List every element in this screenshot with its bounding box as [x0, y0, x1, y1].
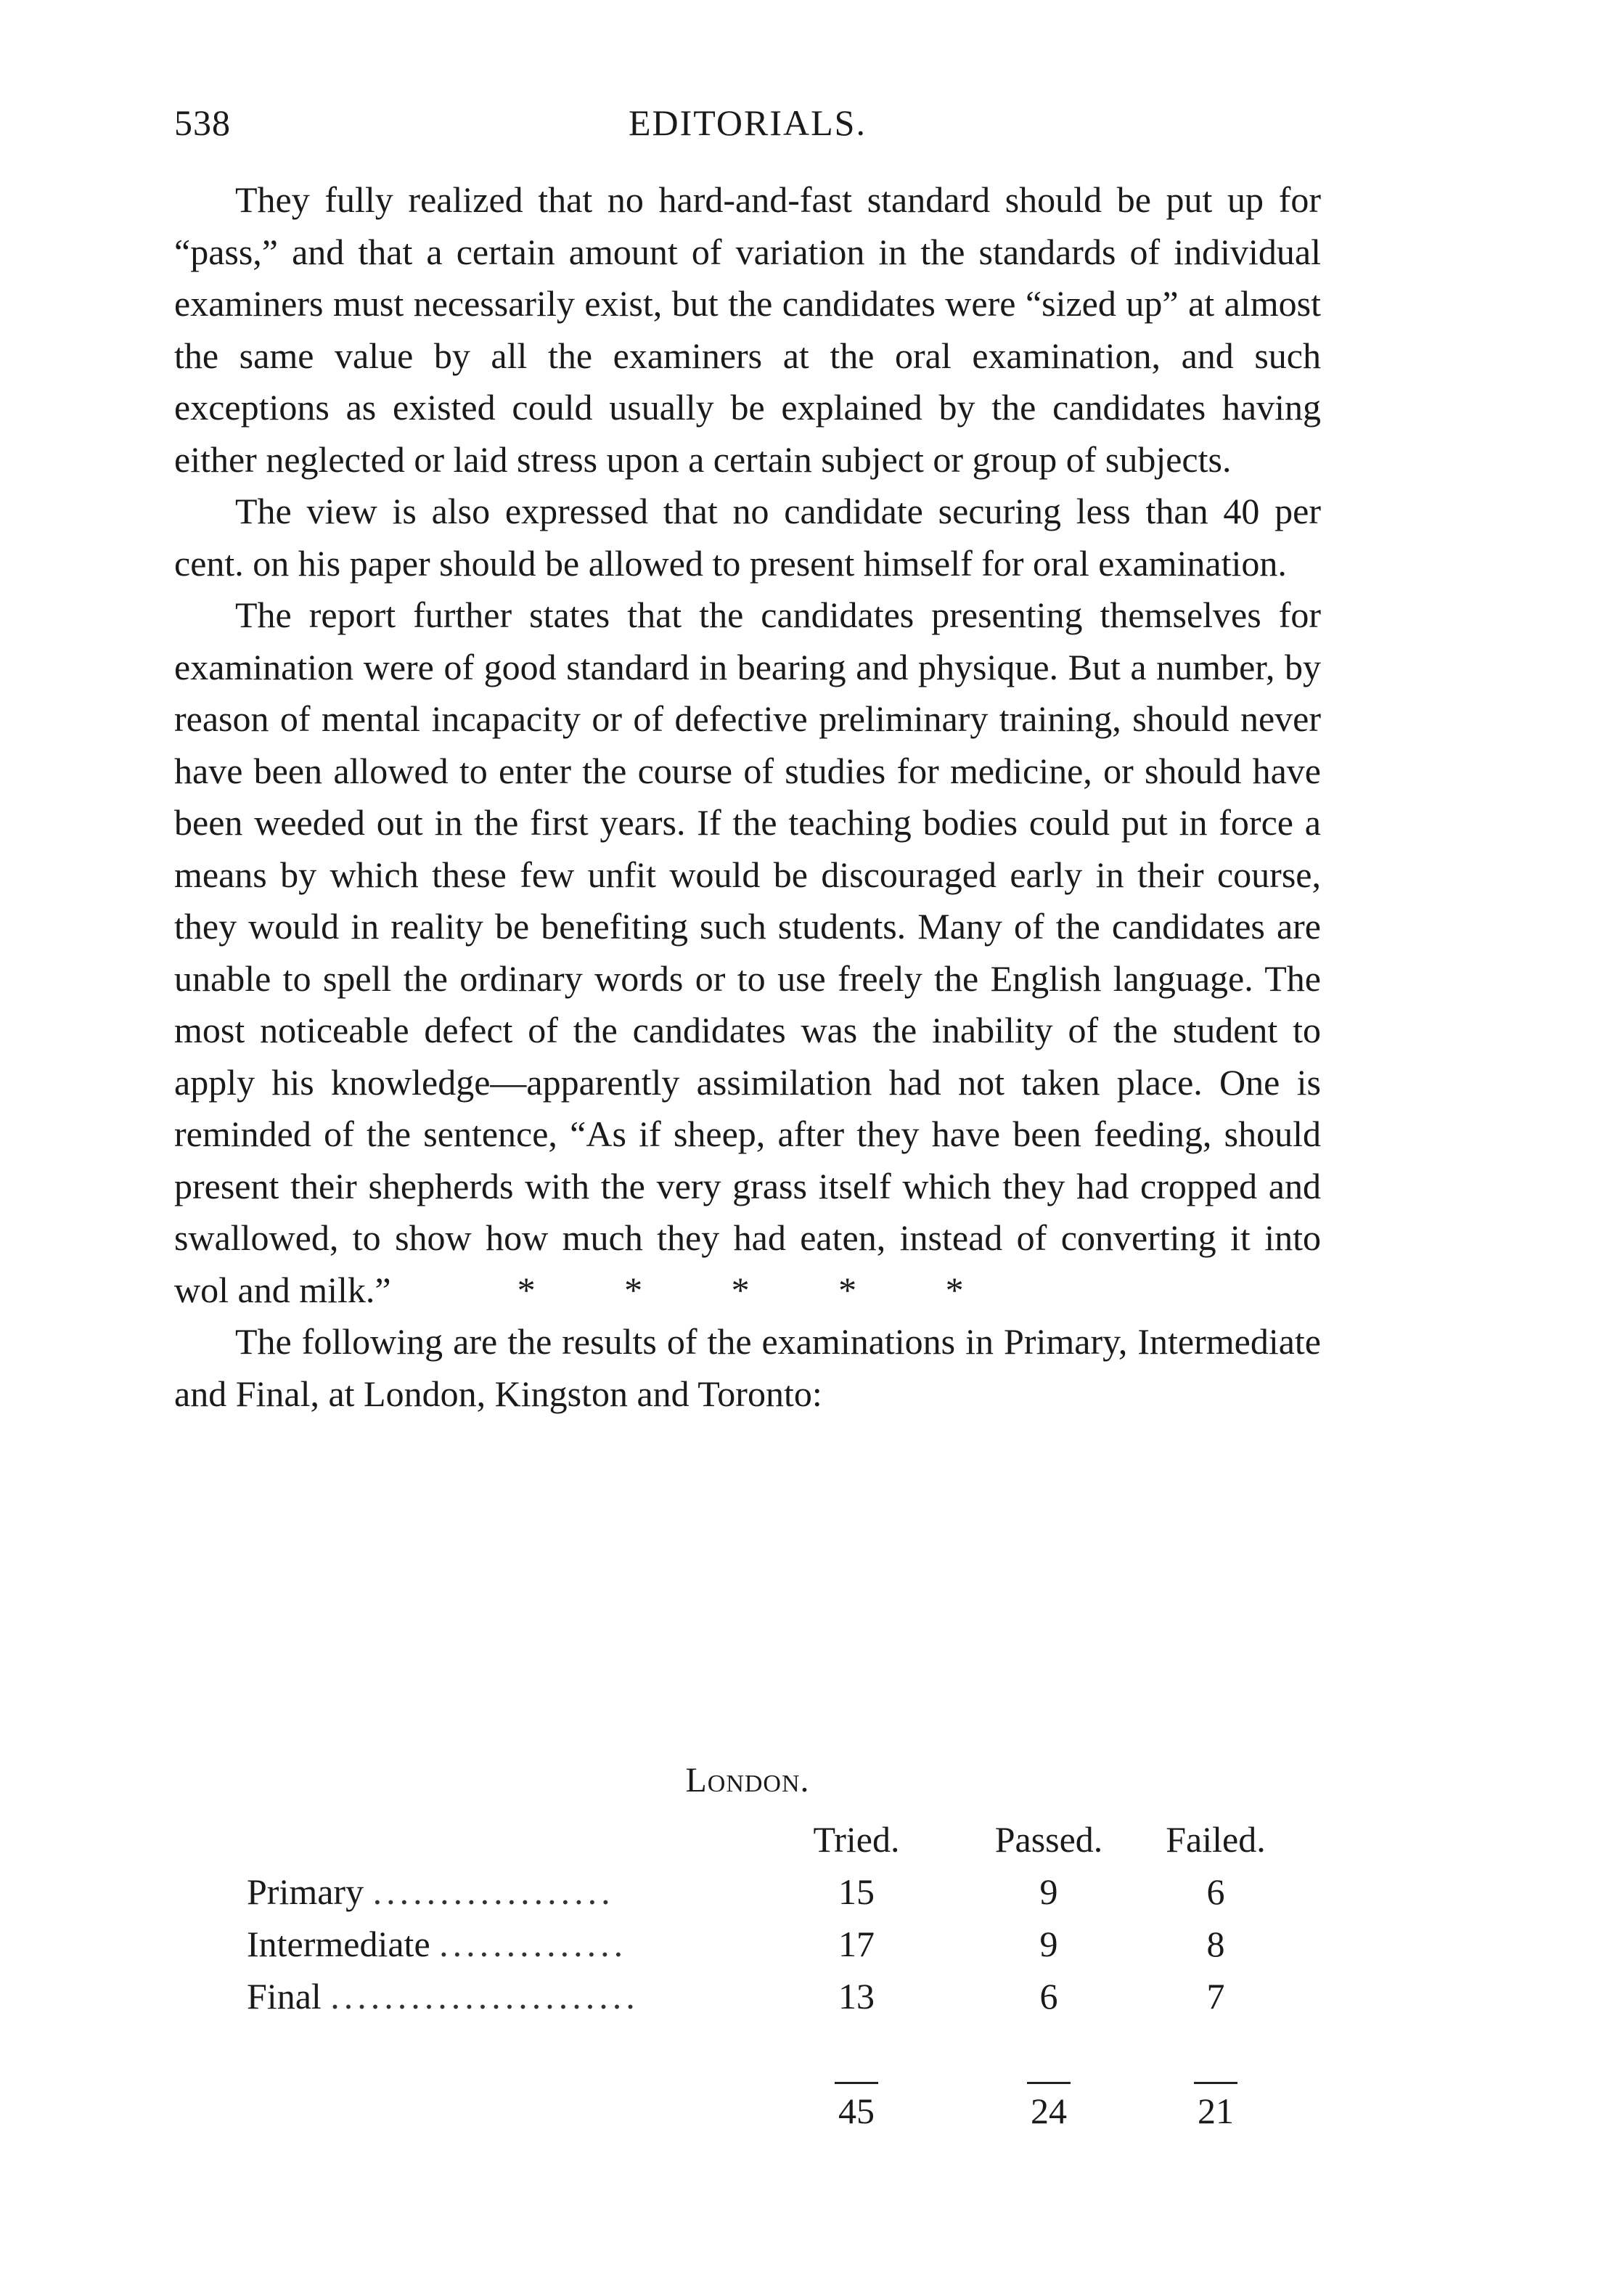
results-table [247, 1818, 1277, 2142]
section-break-asterisks: * * * * * [517, 1269, 964, 1310]
cell-failed: 8 [1206, 1924, 1225, 1964]
page-number: 538 [174, 102, 231, 143]
sum-rule [962, 2051, 1136, 2093]
paragraph-3 [174, 589, 1321, 1316]
table-row [247, 1871, 1277, 1923]
row-label [247, 1975, 798, 2017]
body-text [174, 174, 1321, 1420]
sum-rule-row [247, 2027, 1277, 2080]
dot-leader: .................. [372, 1871, 615, 1912]
row-label-text: Intermediate [247, 1924, 430, 1964]
header-failed: Failed. [1166, 1819, 1266, 1860]
header-passed: Passed. [994, 1819, 1103, 1860]
table-row [247, 1975, 1277, 2027]
total-passed: 24 [1031, 2091, 1067, 2131]
cell-passed: 9 [1039, 1924, 1058, 1964]
table-header-row [247, 1818, 1277, 1871]
total-failed: 21 [1198, 2091, 1234, 2131]
cell-failed: 7 [1206, 1976, 1225, 2017]
table-row [247, 1923, 1277, 1975]
paragraph-1: They fully realized that no hard-and-fast standard should be put up for “pass,” and that a certain amount of variation in the standards of individual examiners must necessarily exist, but the candidates were “sized up” at almost the same value by all the examiners at the oral examination, and such exceptions as existed could usually be explained by the candidates having either neglected or laid stress upon a certain subject or group of subjects. [174, 179, 1321, 480]
row-label-text: Final [247, 1976, 322, 2017]
paragraph-2: The view is also expressed that no candidate securing less than 40 per cent. on his paper should be allowed to present himself for oral examination. [174, 491, 1321, 584]
cell-tried: 17 [838, 1924, 875, 1964]
cell-tried: 13 [838, 1976, 875, 2017]
sum-rule [1136, 2051, 1296, 2093]
running-head [174, 102, 1321, 160]
row-label [247, 1923, 798, 1965]
row-label-text: Primary [247, 1871, 364, 1912]
paragraph-4: The following are the results of the examinations in Primary, Intermediate and Final, at London, Kingston and Toronto: [174, 1321, 1321, 1414]
header-tried: Tried. [813, 1819, 900, 1860]
total-tried: 45 [838, 2091, 875, 2131]
sum-rule [784, 2051, 929, 2093]
running-title: EDITORIALS. [628, 102, 867, 143]
cell-failed: 6 [1206, 1871, 1225, 1912]
paragraph-3-text: The report further states that the candidates presenting themselves for examination were of good standard in bearing and physique. But a number, by reason of mental incapacity or of defective preliminary training, should never have been allowed to enter the course of studies for medicine, or should have been weeded out in the first years. If the teaching bodies could put in force a means by which these few unfit would be discouraged early in their course, they would in reality be benefiting such students. Many of the candidates are unable to spell the ordinary words or to use freely the English language. The most noticeable defect of the candidates was the inability of the student to apply his knowledge—apparently assimilation had not taken place. One is reminded of the sentence, “As if sheep, after they have been feeding, should present their shepherds with the very grass itself which they had cropped and swallowed, to show how much they had eaten, instead of converting it into wol and milk.” [174, 595, 1321, 1310]
table-title: London. [685, 1761, 810, 1799]
dot-leader: .............. [439, 1924, 628, 1964]
cell-tried: 15 [838, 1871, 875, 1912]
row-label [247, 1871, 798, 1913]
cell-passed: 6 [1039, 1976, 1058, 2017]
cell-passed: 9 [1039, 1871, 1058, 1912]
dot-leader: ....................... [330, 1976, 639, 2017]
table-total-row [247, 2090, 1277, 2142]
